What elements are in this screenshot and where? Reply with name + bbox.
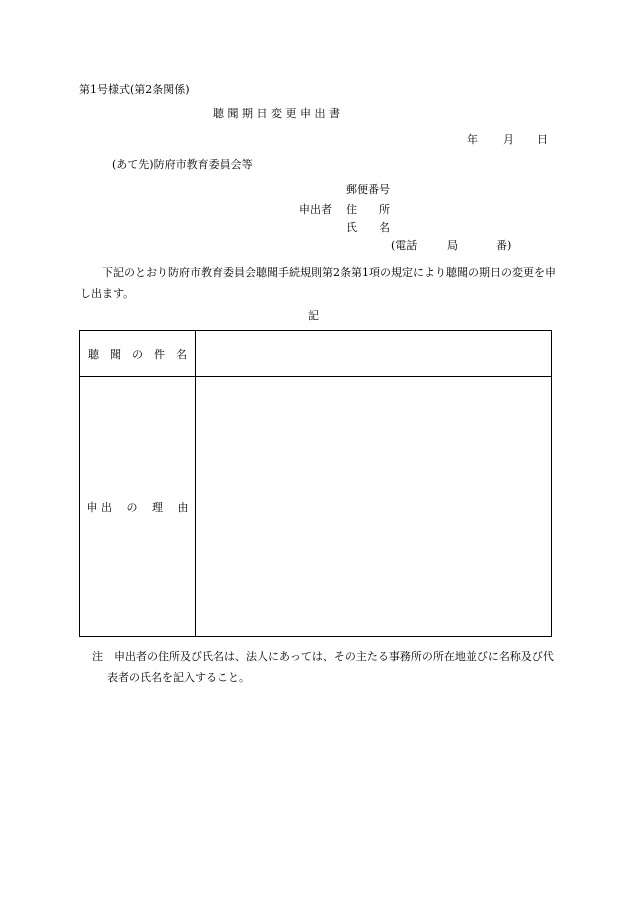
phone-number-label: 番) <box>496 239 512 252</box>
note <box>92 646 554 688</box>
reason-field[interactable] <box>196 377 552 637</box>
addressee: (あて先)防府市教育委員会等 <box>112 158 253 171</box>
table-row <box>80 331 552 377</box>
ki-heading: 記 <box>308 309 319 322</box>
year-label: 年 <box>467 133 478 146</box>
postal-code-label: 郵便番号 <box>346 183 390 196</box>
request-table <box>79 330 552 637</box>
document-title: 聴 聞 期 日 変 更 申 出 書 <box>213 107 340 120</box>
applicant-label: 申出者 <box>299 203 332 216</box>
phone-office-label: 局 <box>447 239 458 252</box>
form-number: 第1号様式(第2条関係) <box>79 83 190 96</box>
name-label: 氏 名 <box>346 221 390 234</box>
phone-open-label: (電話 <box>391 239 418 252</box>
body-text: 下記のとおり防府市教育委員会聴聞手続規則第2条第1項の規定により聴聞の期日の変更を申し出ます。 <box>80 266 556 300</box>
table-row <box>80 377 552 637</box>
note-text: 注 申出者の住所及び氏名は、法人にあっては、その主たる事務所の所在地並びに名称及び代表者の氏名を記入すること。 <box>92 650 554 684</box>
day-label: 日 <box>537 133 548 146</box>
reason-label: 申 出 の 理 由 <box>80 377 196 637</box>
address-label: 住 所 <box>346 203 390 216</box>
month-label: 月 <box>503 133 514 146</box>
body-paragraph <box>80 262 558 304</box>
hearing-subject-field[interactable] <box>196 331 552 377</box>
hearing-subject-label: 聴 聞 の 件 名 <box>80 331 196 377</box>
